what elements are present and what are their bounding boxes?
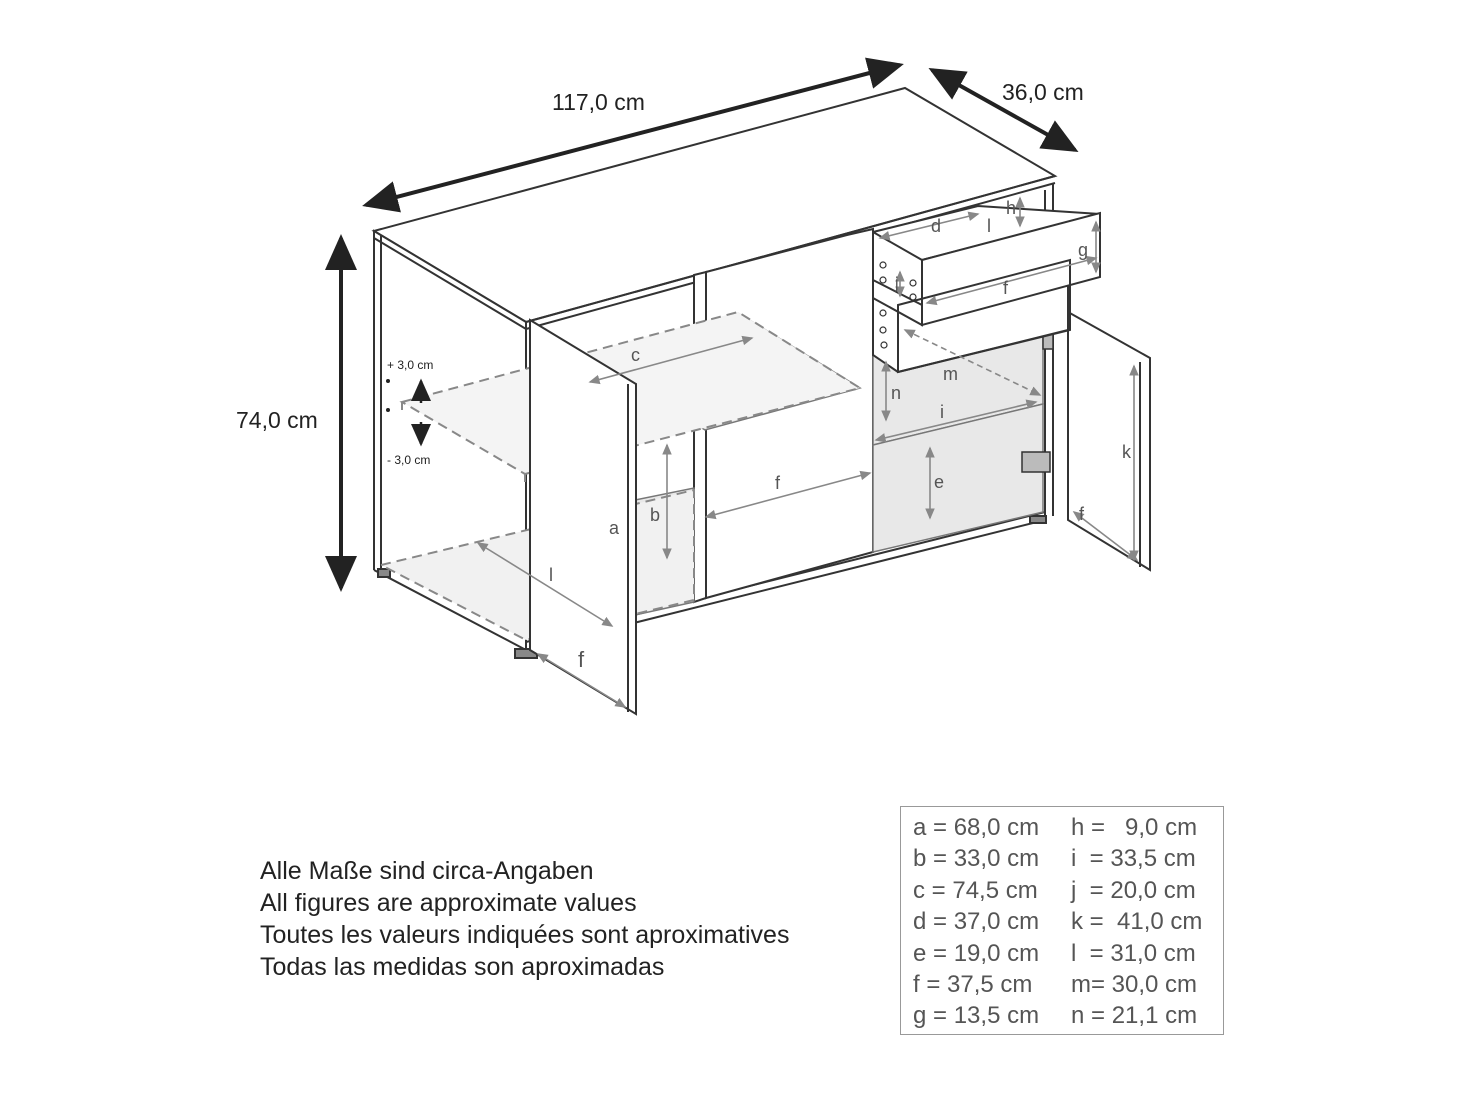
label-f-drawer: f xyxy=(1003,278,1009,298)
foot-right xyxy=(1030,516,1046,523)
label-d: d xyxy=(931,216,942,236)
label-f-center: f xyxy=(775,473,781,493)
shelf-down-label: - 3,0 cm xyxy=(387,453,431,467)
approximate-values-notes xyxy=(260,855,789,983)
label-f-left-door: f xyxy=(578,647,585,672)
legend-row xyxy=(913,1000,1223,1031)
note-english: All figures are approximate values xyxy=(260,889,637,917)
label-h: h xyxy=(1006,198,1017,218)
label-b: b xyxy=(650,505,661,525)
note-german: Alle Maße sind circa-Angaben xyxy=(260,857,594,885)
label-l-shelf: l xyxy=(549,565,553,585)
legend-cell: n = 21,1 cm xyxy=(1071,1002,1198,1030)
depth-label: 36,0 cm xyxy=(1002,79,1084,105)
label-l-drawer: l xyxy=(987,216,991,236)
legend-row xyxy=(913,812,1223,843)
legend-cell: d = 37,0 cm xyxy=(913,908,1040,936)
legend-row xyxy=(913,875,1223,906)
note-french: Toutes les valeurs indiquées sont aproximatives xyxy=(260,921,790,949)
legend-cell: a = 68,0 cm xyxy=(913,814,1040,841)
label-j: j xyxy=(895,275,899,292)
legend-cell: f = 37,5 cm xyxy=(913,971,1033,999)
right-door xyxy=(1068,312,1150,570)
foot-left xyxy=(378,569,390,577)
legend-cell: h = 9,0 cm xyxy=(1071,814,1198,841)
label-i: i xyxy=(940,402,944,422)
legend-row xyxy=(913,906,1223,937)
label-n: n xyxy=(891,383,902,403)
label-k: k xyxy=(1122,442,1131,462)
legend-cell: e = 19,0 cm xyxy=(913,939,1040,967)
label-g: g xyxy=(1078,240,1089,260)
label-e: e xyxy=(934,472,945,492)
legend-row xyxy=(913,843,1223,874)
legend-cell: i = 33,5 cm xyxy=(1071,845,1196,873)
width-label: 117,0 cm xyxy=(552,89,645,115)
shelf-peg-bottom xyxy=(386,408,390,412)
height-label: 74,0 cm xyxy=(236,407,318,433)
label-c: c xyxy=(631,345,640,365)
label-m: m xyxy=(943,364,958,384)
legend-cell: m= 30,0 cm xyxy=(1071,971,1198,999)
shelf-up-label: + 3,0 cm xyxy=(387,358,434,372)
dimension-legend-table xyxy=(900,806,1224,1035)
legend-cell: b = 33,0 cm xyxy=(913,845,1040,873)
legend-row xyxy=(913,969,1223,1000)
legend-cell: k = 41,0 cm xyxy=(1071,908,1203,936)
label-f-right-door: f xyxy=(1079,504,1085,524)
legend-cell: j = 20,0 cm xyxy=(1071,876,1196,904)
legend-cell: c = 74,5 cm xyxy=(913,876,1038,904)
legend-cell: g = 13,5 cm xyxy=(913,1002,1040,1030)
legend-row xyxy=(913,938,1223,969)
shelf-peg-top xyxy=(386,379,390,383)
label-a: a xyxy=(609,518,620,538)
note-spanish: Todas las medidas son aproximadas xyxy=(260,953,665,981)
legend-cell: l = 31,0 cm xyxy=(1071,939,1196,967)
